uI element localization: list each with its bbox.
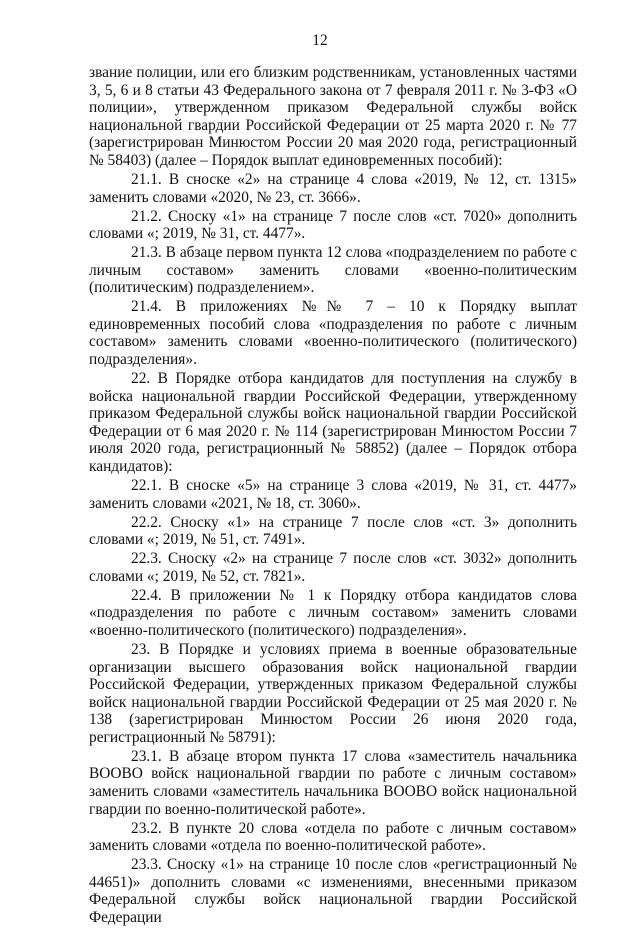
paragraph: 21.2. Сноску «1» на странице 7 после слов «ст. 7020» дополнить словами «; 2019, № 31, ст. 4477». xyxy=(89,207,577,243)
paragraph: 23.1. В абзаце втором пункта 17 слова «заместитель начальника ВООВО войск национальной гвардии по работе с личным составом» заменить словами «заместитель начальника ВООВО войск национальной гвардии по военно-политической работе». xyxy=(89,747,577,818)
paragraph: звание полиции, или его близким родственникам, установленных частями 3, 5, 6 и 8 статьи 43 Федерального закона от 7 февраля 2011 г. № 3-ФЗ «О полиции», утвержденном приказом Федеральной службы войск национальной гвардии Российской Федерации от 25 марта 2020 г. № 77 (зарегистрирован Минюстом России 20 мая 2020 года, регистрационный № 58403) (далее – Порядок выплат единовременных пособий): xyxy=(89,64,577,169)
paragraph: 21.1. В сноске «2» на странице 4 слова «2019, № 12, ст. 1315» заменить словами «2020, № 23, ст. 3666». xyxy=(89,170,577,206)
paragraph: 22. В Порядке отбора кандидатов для поступления на службу в войска национальной гвардии Российской Федерации, утвержденному приказом Федеральной службы войск национальной гвардии Российской Федерации от 6 мая 2020 г. № 114 (зарегистрирован Минюстом России 7 июля 2020 года, регистрационный № 58852) (далее – Порядок отбора кандидатов): xyxy=(89,370,577,476)
paragraph: 22.2. Сноску «1» на странице 7 после слов «ст. 3» дополнить словами «; 2019, № 51, ст. 7491». xyxy=(89,513,577,549)
paragraph: 23. В Порядке и условиях приема в военные образовательные организации высшего образования войск национальной гвардии Российской Федерации, утвержденных приказом Федеральной службы войск национальной гвардии Российской Федерации от 25 мая 2020 г. № 138 (зарегистрирован Минюстом России 26 июня 2020 года, регистрационный № 58791): xyxy=(89,640,577,746)
paragraph: 22.4. В приложении № 1 к Порядку отбора кандидатов слова «подразделения по работе с личным составом» заменить словами «военно-политического (политического) подразделения». xyxy=(89,586,577,639)
paragraph: 23.3. Сноску «1» на странице 10 после слов «регистрационный № 44651)» дополнить словами «с изменениями, внесенными приказом Федеральной службы войск национальной гвардии Российской Федерации xyxy=(89,856,577,926)
paragraph: 21.4. В приложениях №№ 7 – 10 к Порядку выплат единовременных пособий слова «подразделения по работе с личным составом» заменить словами «военно-политического (политического) подразделения». xyxy=(89,298,577,369)
paragraph: 22.3. Сноску «2» на странице 7 после слов «ст. 3032» дополнить словами «; 2019, № 52, ст. 7821». xyxy=(89,550,577,585)
paragraph: 21.3. В абзаце первом пункта 12 слова «подразделением по работе с личным составом» заменить словами «военно-политическим (политическим) подразделением». xyxy=(89,244,577,297)
document-body xyxy=(89,64,577,928)
paragraph: 22.1. В сноске «5» на странице 3 слова «2019, № 31, ст. 4477» заменить словами «2021, № 18, ст. 3060». xyxy=(89,477,577,512)
page-number: 12 xyxy=(312,32,328,49)
paragraph: 23.2. В пункте 20 слова «отдела по работе с личным составом» заменить словами «отдела по военно-политической работе». xyxy=(89,819,577,855)
